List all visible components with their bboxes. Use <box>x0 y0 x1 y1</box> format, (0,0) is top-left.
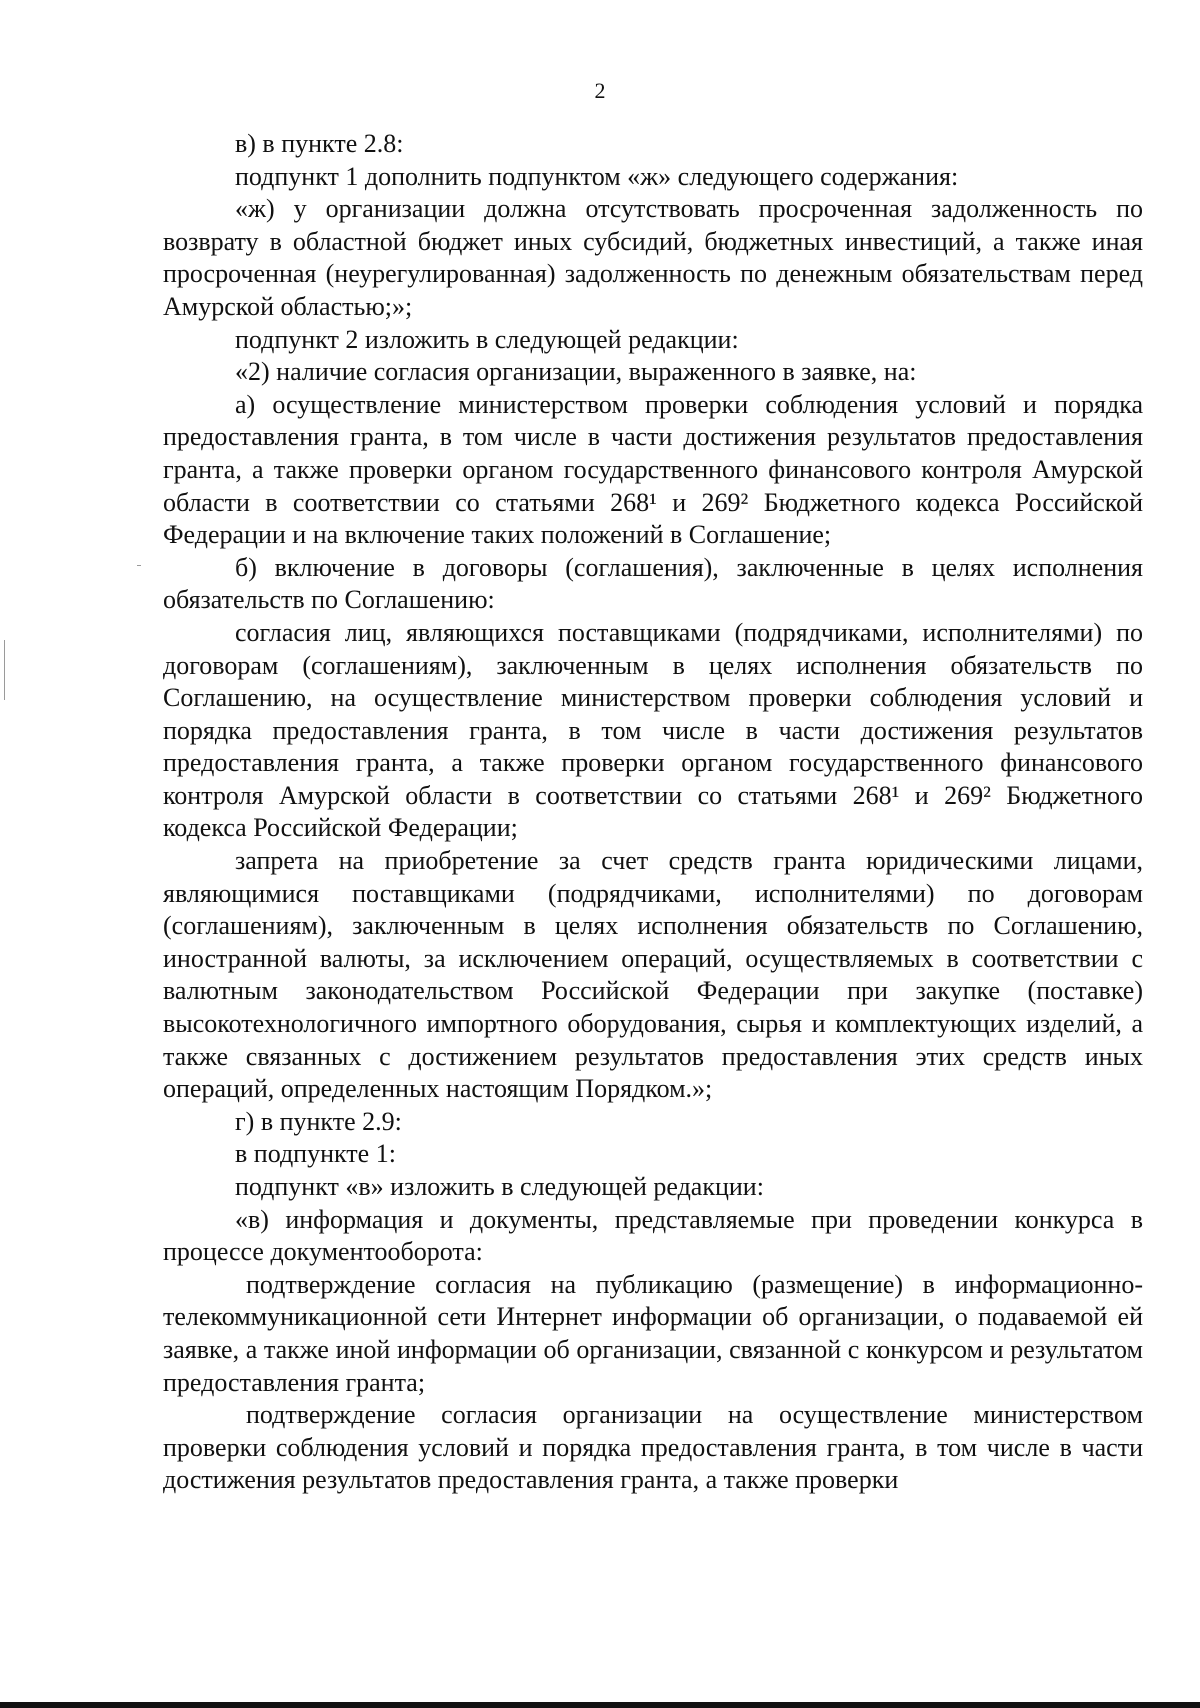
document-body <box>163 128 1143 1497</box>
paragraph: б) включение в договоры (соглашения), заключенные в целях исполнения обязательств по Соглашению: <box>163 552 1143 615</box>
scan-artifact <box>4 640 5 700</box>
paragraph: подпункт 1 дополнить подпунктом «ж» следующего содержания: <box>235 161 959 191</box>
paragraph: г) в пункте 2.9: <box>235 1106 402 1136</box>
paragraph: запрета на приобретение за счет средств гранта юридическими лицами, являющимися поставщиками (подрядчиками, исполнителями) по договорам (соглашениям), заключенным в целях исполнения обязательств по Соглашению, иностранной валюты, за исключением операций, осуществляемых в соответствии с валютным законодательством Российской Федерации при закупке (поставке) высокотехнологичного импортного оборудования, сырья и комплектующих изделий, а также связанных с достижением результатов предоставления этих средств иных операций, определенных настоящим Порядком.»; <box>163 846 1143 1104</box>
paragraph: подпункт 2 изложить в следующей редакции: <box>235 324 739 354</box>
page-number: 2 <box>594 78 606 103</box>
paragraph: подтверждение согласия на публикацию (размещение) в информационно-телекоммуникационной сети Интернет информации об организации, о подаваемой ей заявке, а также иной информации об организации, связанной с конкурсом и результатом предоставления гранта; <box>163 1269 1143 1397</box>
paragraph: «2) наличие согласия организации, выраженного в заявке, на: <box>235 357 917 387</box>
paragraph: «в) информация и документы, представляемые при проведении конкурса в процессе документооборота: <box>163 1204 1143 1267</box>
paragraph: подпункт «в» изложить в следующей редакции: <box>235 1172 764 1201</box>
paragraph: а) осуществление министерством проверки соблюдения условий и порядка предоставления гранта, в том числе в части достижения результатов предоставления гранта, а также проверки органом государственного финансового контроля Амурской области в соответствии со статьями 268¹ и 269² Бюджетного кодекса Российской Федерации и на включение таких положений в Соглашение; <box>163 389 1143 550</box>
paragraph: в подпункте 1: <box>235 1139 396 1169</box>
paragraph: согласия лиц, являющихся поставщиками (подрядчиками, исполнителями) по договорам (соглашениям), заключенным в целях исполнения обязательств по Соглашению, на осуществление министерством проверки соблюдения условий и порядка предоставления гранта, в том числе в части достижения результатов предоставления гранта, а также проверки органом государственного финансового контроля Амурской области в соответствии со статьями 268¹ и 269² Бюджетного кодекса Российской Федерации; <box>163 617 1143 843</box>
scan-artifact <box>137 565 141 566</box>
paragraph: подтверждение согласия организации на осуществление министерством проверки соблюдения условий и порядка предоставления гранта, в том числе в части достижения результатов предоставления гранта, а также проверки <box>163 1400 1143 1495</box>
paragraph: «ж) у организации должна отсутствовать просроченная задолженность по возврату в областной бюджет иных субсидий, бюджетных инвестиций, а также иная просроченная (неурегулированная) задолженность по денежным обязательствам перед Амурской областью;»; <box>163 194 1143 321</box>
scan-bottom-edge <box>0 1702 1200 1708</box>
paragraph: в) в пункте 2.8: <box>235 129 404 158</box>
